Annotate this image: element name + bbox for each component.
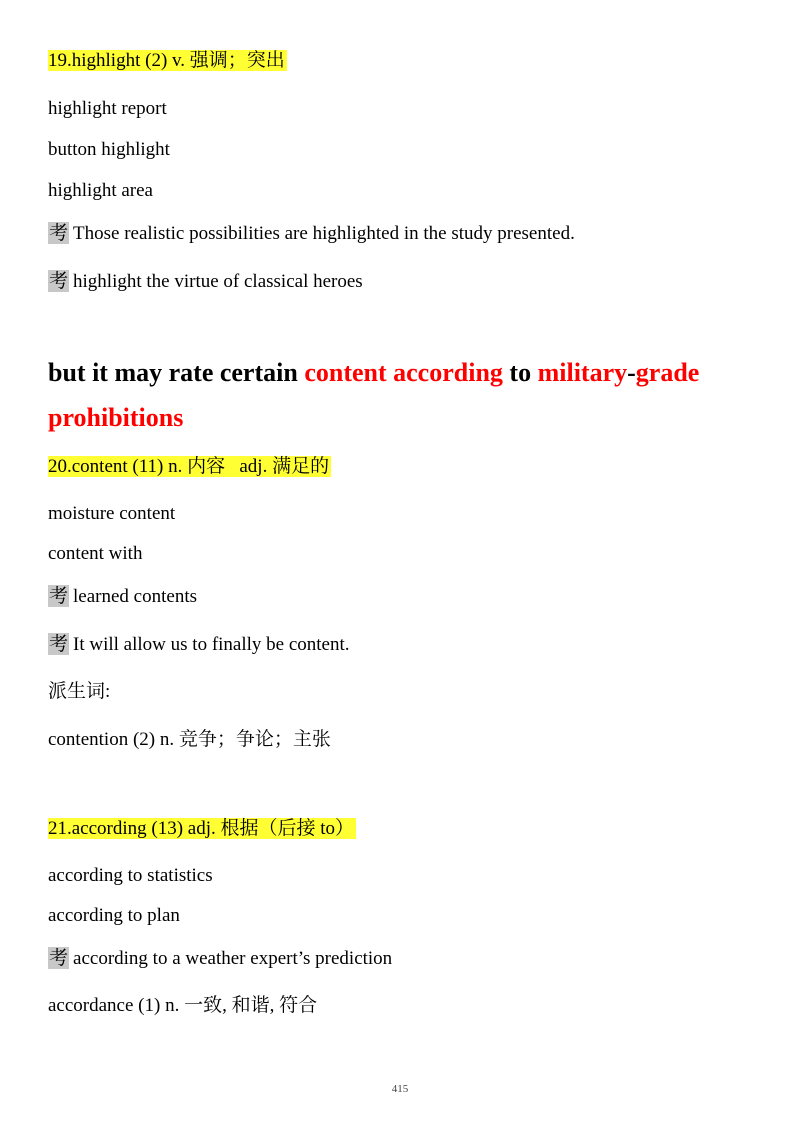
context-sentence [48,350,768,440]
exam-marker: 考 [49,633,69,655]
sentence-text: - [627,358,636,387]
phrase-line: moisture content [48,503,176,524]
sentence-keyword: grade [635,358,700,387]
entry-heading-19 [48,48,287,74]
heading-content: 20.content (11) n. 内容 adj. 满足的 [48,456,330,477]
phrase-line: highlight report [48,98,167,119]
exam-sentence: according to a weather expert’s prediction [73,948,393,969]
page-number: 415 [391,1083,409,1095]
derived-label: 派生词: [48,681,111,702]
phrase-line: according to statistics [48,865,213,886]
heading-highlight: 19.highlight (2) v. 强调；突出 [48,50,285,71]
exam-example [48,220,575,247]
exam-example [48,583,197,610]
exam-example [48,268,363,295]
exam-marker: 考 [49,585,69,607]
sentence-keyword: prohibitions [48,403,184,432]
exam-marker: 考 [49,270,69,292]
exam-sentence: highlight the virtue of classical heroes [73,271,363,292]
entry-heading-20 [48,454,331,480]
sentence-keyword: content according [304,358,503,387]
exam-sentence: Those realistic possibilities are highlighted in the study presented. [73,223,575,244]
exam-example [48,945,392,972]
exam-sentence: learned contents [73,586,197,607]
exam-sentence: It will allow us to finally be content. [73,634,350,655]
sentence-keyword: military [537,358,628,387]
exam-example [48,631,350,658]
related-word: accordance (1) n. 一致, 和谐, 符合 [48,995,318,1016]
phrase-line: content with [48,543,143,564]
derived-word: contention (2) n. 竞争；争论；主张 [48,729,331,750]
exam-marker: 考 [49,222,69,244]
phrase-line: according to plan [48,905,180,926]
sentence-text: to [502,358,538,387]
phrase-line: button highlight [48,139,170,160]
heading-according: 21.according (13) adj. 根据（后接 to） [48,818,355,839]
sentence-text: but it may rate certain [48,358,305,387]
exam-marker: 考 [49,947,69,969]
phrase-line: highlight area [48,180,153,201]
entry-heading-21 [48,816,356,842]
